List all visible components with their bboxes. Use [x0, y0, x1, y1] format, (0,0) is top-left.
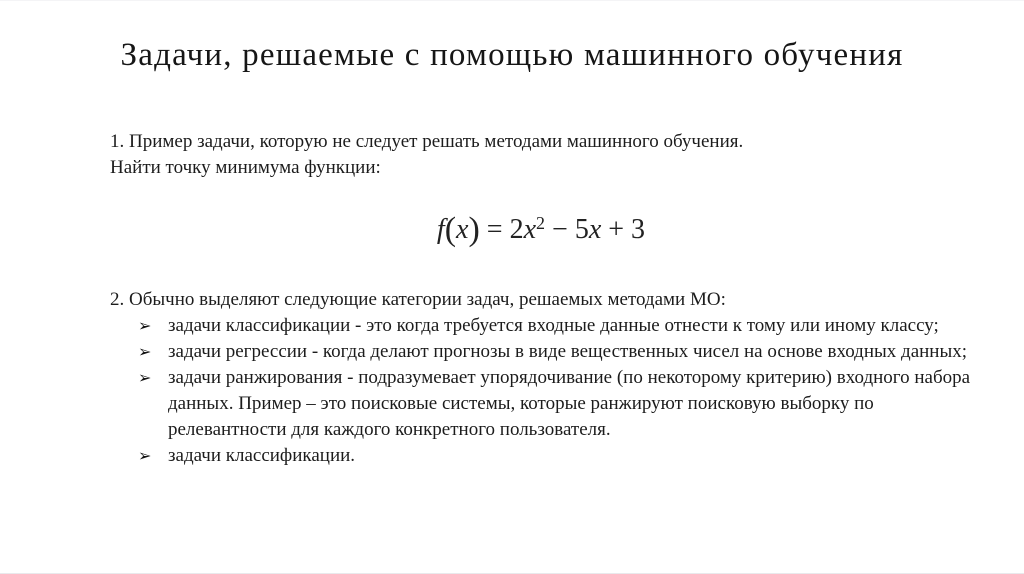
slide-body: [110, 129, 972, 469]
formula-equals-coeff: = 2: [479, 214, 524, 245]
formula-constant-term: + 3: [601, 214, 646, 245]
arrow-bullet-icon: ➢: [138, 316, 152, 335]
numbered-item-1-line1: 1. Пример задачи, которую не следует решать методами машинного обучения.: [110, 131, 744, 152]
list-item: [110, 313, 972, 339]
arrow-bullet-icon: ➢: [138, 368, 152, 387]
bullet-text-classification: задачи классификации - это когда требуется входные данные отнести к тому или иному классу;: [168, 315, 939, 336]
formula-x-linear: x: [588, 214, 602, 245]
slide-title: Задачи, решаемые с помощью машинного обучения: [120, 37, 904, 73]
list-item: [110, 365, 972, 443]
category-list: [110, 313, 972, 469]
formula-arg: x: [456, 214, 469, 245]
numbered-item-2-intro: [110, 287, 972, 313]
math-formula: [110, 207, 972, 253]
arrow-bullet-icon: ➢: [138, 342, 152, 361]
numbered-item-1-line2: Найти точку минимума функции:: [110, 157, 381, 178]
formula-function-letter: f: [436, 214, 445, 245]
numbered-item-1: [110, 129, 972, 181]
formula-minus-term: − 5: [545, 214, 589, 245]
formula-left-paren: (: [444, 211, 457, 248]
bullet-text-classification-2: задачи классификации.: [168, 445, 356, 466]
list-item: [110, 339, 972, 365]
formula-right-paren: ): [468, 211, 480, 248]
bullet-text-ranking: задачи ранжирования - подразумевает упорядочивание (по некоторому критерию) входного набора данных. Пример – это поисковые системы, которые ранжируют поисковую выборку по релевантности для каждого конкретного пользователя.: [168, 367, 971, 440]
arrow-bullet-icon: ➢: [138, 446, 152, 465]
bullet-text-regression: задачи регрессии - когда делают прогнозы в виде вещественных чисел на основе входных данных;: [168, 341, 968, 362]
formula-x-squared-base: x: [523, 214, 537, 245]
numbered-item-2-text: 2. Обычно выделяют следующие категории задач, решаемых методами МО:: [110, 289, 726, 310]
formula-exponent: 2: [536, 213, 546, 233]
list-item: [110, 443, 972, 469]
